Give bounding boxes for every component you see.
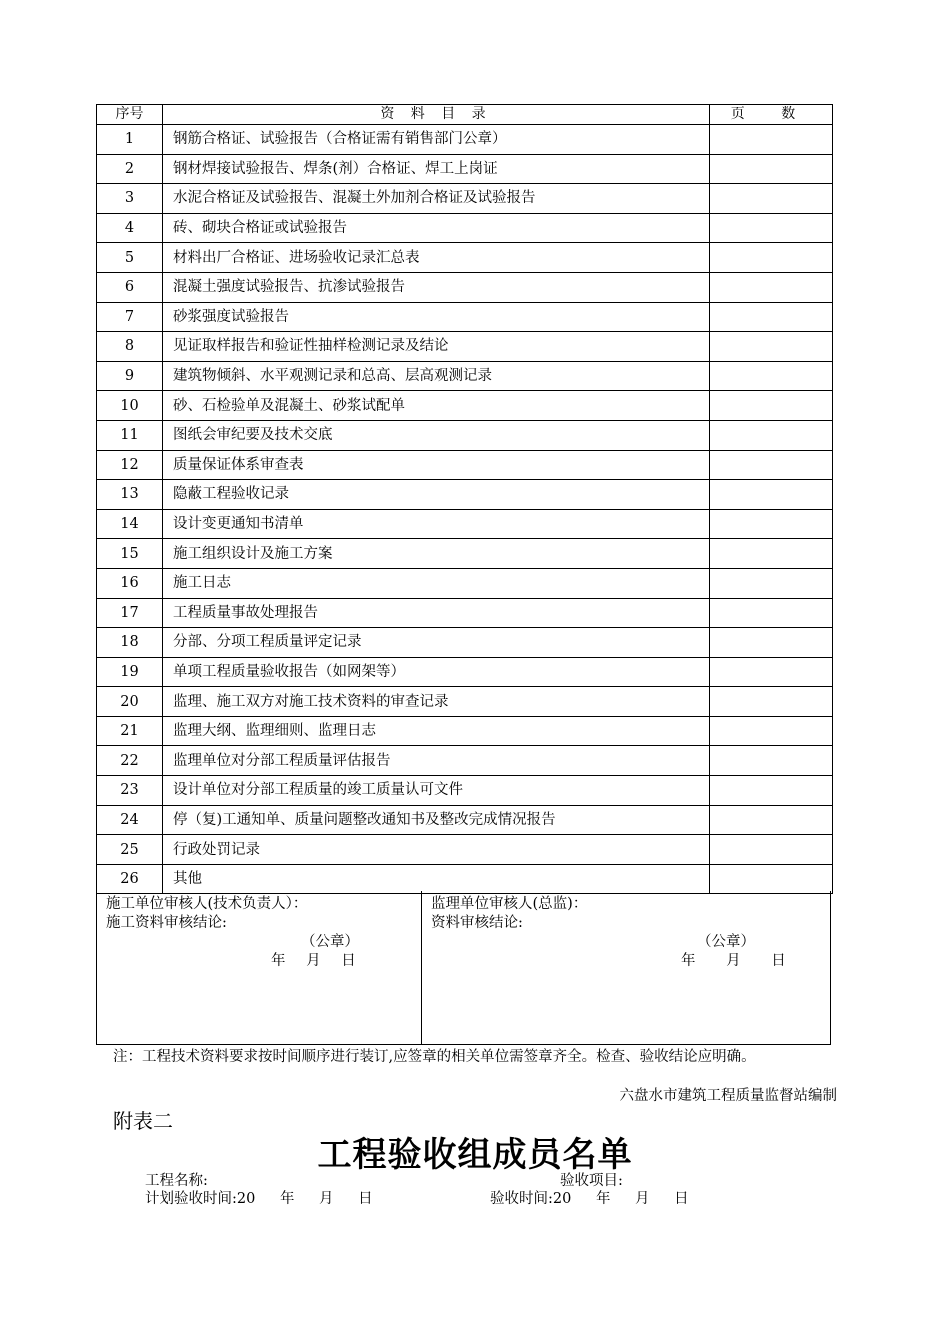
table-row — [97, 716, 833, 746]
row-page-count-cell[interactable] — [710, 361, 833, 391]
table-row — [97, 568, 833, 598]
table-row — [97, 272, 833, 302]
row-page-count-cell[interactable] — [710, 125, 833, 155]
row-serial-number: 14 — [97, 509, 163, 539]
table-row — [97, 628, 833, 658]
row-serial-number: 6 — [97, 272, 163, 302]
supervisor-reviewer-label: 监理单位审核人(总监)： — [431, 896, 588, 912]
appendix-label: 附表二 — [113, 1109, 173, 1133]
compiled-by: 六盘水市建筑工程质量监督站编制 — [619, 1088, 837, 1104]
row-serial-number: 20 — [97, 687, 163, 717]
row-document-name: 钢筋合格证、试验报告（合格证需有销售部门公章） — [163, 125, 710, 155]
review-section — [96, 891, 831, 1045]
actual-acceptance-time: 验收时间:20 年 月 日 — [490, 1191, 689, 1207]
table-row — [97, 213, 833, 243]
row-page-count-cell[interactable] — [710, 776, 833, 806]
table-row — [97, 332, 833, 362]
row-serial-number: 24 — [97, 805, 163, 835]
row-document-name: 砖、砌块合格证或试验报告 — [163, 213, 710, 243]
row-page-count-cell[interactable] — [710, 568, 833, 598]
row-serial-number: 2 — [97, 154, 163, 184]
table-row — [97, 480, 833, 510]
row-serial-number: 13 — [97, 480, 163, 510]
row-page-count-cell[interactable] — [710, 332, 833, 362]
construction-conclusion-label: 施工资料审核结论: — [106, 915, 227, 931]
header-page-count: 页 数 — [710, 105, 833, 125]
table-row — [97, 598, 833, 628]
row-page-count-cell[interactable] — [710, 628, 833, 658]
row-document-name: 施工日志 — [163, 568, 710, 598]
table-row — [97, 864, 833, 894]
row-document-name: 建筑物倾斜、水平观测记录和总高、层高观测记录 — [163, 361, 710, 391]
table-row — [97, 361, 833, 391]
row-serial-number: 9 — [97, 361, 163, 391]
table-row — [97, 509, 833, 539]
row-document-name: 设计变更通知书清单 — [163, 509, 710, 539]
construction-reviewer-label: 施工单位审核人(技术负责人）： — [106, 896, 308, 912]
row-serial-number: 18 — [97, 628, 163, 658]
row-document-name: 施工组织设计及施工方案 — [163, 539, 710, 569]
row-serial-number: 12 — [97, 450, 163, 480]
row-document-name: 分部、分项工程质量评定记录 — [163, 628, 710, 658]
row-serial-number: 21 — [97, 716, 163, 746]
header-document-catalog: 资 料 目 录 — [163, 105, 710, 125]
row-document-name: 监理单位对分部工程质量评估报告 — [163, 746, 710, 776]
row-document-name: 质量保证体系审查表 — [163, 450, 710, 480]
row-serial-number: 7 — [97, 302, 163, 332]
project-name-label: 工程名称: — [145, 1173, 208, 1189]
row-page-count-cell[interactable] — [710, 213, 833, 243]
construction-date: 年 月 日 — [271, 953, 356, 969]
table-row — [97, 420, 833, 450]
table-row — [97, 776, 833, 806]
table-row — [97, 154, 833, 184]
row-page-count-cell[interactable] — [710, 864, 833, 894]
table-row — [97, 746, 833, 776]
binding-note: 注：工程技术资料要求按时间顺序进行装订,应签章的相关单位需签章齐全。检查、验收结论应明确。 — [113, 1049, 756, 1065]
row-page-count-cell[interactable] — [710, 420, 833, 450]
row-page-count-cell[interactable] — [710, 598, 833, 628]
row-page-count-cell[interactable] — [710, 805, 833, 835]
row-page-count-cell[interactable] — [710, 657, 833, 687]
row-serial-number: 11 — [97, 420, 163, 450]
row-document-name: 见证取样报告和验证性抽样检测记录及结论 — [163, 332, 710, 362]
table-row — [97, 657, 833, 687]
row-page-count-cell[interactable] — [710, 509, 833, 539]
row-page-count-cell[interactable] — [710, 302, 833, 332]
table-row — [97, 243, 833, 273]
row-page-count-cell[interactable] — [710, 243, 833, 273]
row-page-count-cell[interactable] — [710, 687, 833, 717]
row-document-name: 图纸会审纪要及技术交底 — [163, 420, 710, 450]
row-document-name: 工程质量事故处理报告 — [163, 598, 710, 628]
row-serial-number: 10 — [97, 391, 163, 421]
row-serial-number: 15 — [97, 539, 163, 569]
row-page-count-cell[interactable] — [710, 184, 833, 214]
row-serial-number: 4 — [97, 213, 163, 243]
row-serial-number: 17 — [97, 598, 163, 628]
row-document-name: 设计单位对分部工程质量的竣工质量认可文件 — [163, 776, 710, 806]
row-page-count-cell[interactable] — [710, 154, 833, 184]
table-header-row — [97, 105, 833, 125]
review-divider — [421, 891, 422, 1044]
row-page-count-cell[interactable] — [710, 450, 833, 480]
table-row — [97, 391, 833, 421]
row-serial-number: 22 — [97, 746, 163, 776]
row-serial-number: 5 — [97, 243, 163, 273]
table-row — [97, 539, 833, 569]
document-list-table — [96, 104, 833, 894]
row-serial-number: 26 — [97, 864, 163, 894]
row-page-count-cell[interactable] — [710, 539, 833, 569]
row-document-name: 其他 — [163, 864, 710, 894]
row-document-name: 隐蔽工程验收记录 — [163, 480, 710, 510]
row-document-name: 砂浆强度试验报告 — [163, 302, 710, 332]
row-serial-number: 16 — [97, 568, 163, 598]
row-document-name: 单项工程质量验收报告（如网架等） — [163, 657, 710, 687]
row-serial-number: 1 — [97, 125, 163, 155]
construction-seal: （公章） — [301, 934, 359, 950]
table-row — [97, 835, 833, 865]
page-title: 工程验收组成员名单 — [317, 1135, 633, 1175]
row-serial-number: 19 — [97, 657, 163, 687]
row-page-count-cell[interactable] — [710, 746, 833, 776]
table-row — [97, 450, 833, 480]
supervisor-date: 年 月 日 — [681, 953, 786, 969]
row-page-count-cell[interactable] — [710, 391, 833, 421]
row-document-name: 钢材焊接试验报告、焊条(剂）合格证、焊工上岗证 — [163, 154, 710, 184]
row-document-name: 砂、石检验单及混凝土、砂浆试配单 — [163, 391, 710, 421]
row-document-name: 水泥合格证及试验报告、混凝土外加剂合格证及试验报告 — [163, 184, 710, 214]
row-document-name: 材料出厂合格证、进场验收记录汇总表 — [163, 243, 710, 273]
acceptance-item-label: 验收项目: — [560, 1173, 623, 1189]
planned-acceptance-time: 计划验收时间:20 年 月 日 — [145, 1191, 373, 1207]
row-document-name: 监理大纲、监理细则、监理日志 — [163, 716, 710, 746]
supervisor-seal: （公章） — [697, 934, 755, 950]
row-page-count-cell[interactable] — [710, 835, 833, 865]
row-page-count-cell[interactable] — [710, 480, 833, 510]
table-row — [97, 687, 833, 717]
row-document-name: 停（复)工通知单、质量问题整改通知书及整改完成情况报告 — [163, 805, 710, 835]
table-body — [97, 125, 833, 894]
table-row — [97, 184, 833, 214]
supervisor-conclusion-label: 资料审核结论: — [431, 915, 523, 931]
row-page-count-cell[interactable] — [710, 272, 833, 302]
table-row — [97, 125, 833, 155]
row-document-name: 混凝土强度试验报告、抗渗试验报告 — [163, 272, 710, 302]
row-serial-number: 25 — [97, 835, 163, 865]
row-serial-number: 3 — [97, 184, 163, 214]
row-document-name: 行政处罚记录 — [163, 835, 710, 865]
row-serial-number: 23 — [97, 776, 163, 806]
table-row — [97, 302, 833, 332]
row-page-count-cell[interactable] — [710, 716, 833, 746]
row-document-name: 监理、施工双方对施工技术资料的审查记录 — [163, 687, 710, 717]
header-serial-number: 序号 — [97, 105, 163, 125]
row-serial-number: 8 — [97, 332, 163, 362]
table-row — [97, 805, 833, 835]
